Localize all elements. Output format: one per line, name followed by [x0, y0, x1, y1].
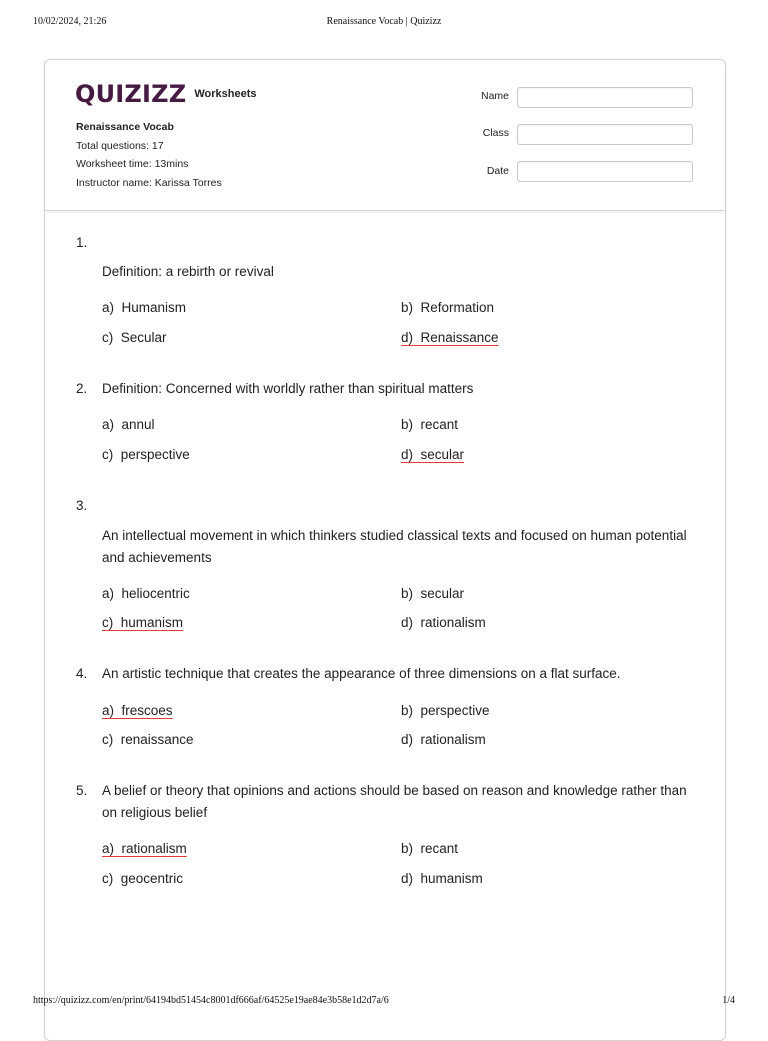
worksheet-meta — [76, 118, 222, 192]
option-d[interactable]: d) humanism — [401, 871, 483, 886]
brand-subtitle: Worksheets — [194, 88, 257, 100]
option-b[interactable]: b) Reformation — [401, 300, 495, 315]
worksheet-time: Worksheet time: 13mins — [76, 158, 189, 170]
date-label: Date — [486, 165, 509, 177]
option-a[interactable]: a) frescoes — [102, 703, 173, 718]
option-d[interactable]: d) Renaissance — [401, 330, 499, 345]
option-b[interactable]: b) recant — [401, 841, 459, 856]
option-a[interactable]: a) Humanism — [102, 300, 187, 315]
instructor-name: Instructor name: Karissa Torres — [76, 176, 222, 189]
option-a[interactable]: a) annul — [102, 417, 155, 432]
brand — [75, 80, 257, 108]
option-d[interactable]: d) rationalism — [401, 615, 486, 630]
option-c[interactable]: c) humanism — [102, 615, 184, 630]
option-d[interactable]: d) rationalism — [401, 732, 486, 747]
option-c[interactable]: c) geocentric — [102, 871, 184, 886]
print-datetime: 10/02/2024, 21:26 — [33, 16, 107, 27]
print-page-title: Renaissance Vocab | Quizizz — [326, 16, 442, 27]
question-number: 4. — [76, 666, 88, 681]
option-b[interactable]: b) recant — [401, 417, 459, 432]
option-c[interactable]: c) Secular — [102, 330, 167, 345]
option-a[interactable]: a) rationalism — [102, 841, 187, 856]
name-field[interactable] — [517, 87, 693, 108]
option-d[interactable]: d) secular — [401, 447, 465, 462]
quizizz-logo: QUIZIZZ — [75, 80, 187, 108]
date-field[interactable] — [517, 161, 693, 182]
question-text: Definition: Concerned with worldly rather than spiritual matters — [102, 381, 474, 396]
question-number: 1. — [76, 235, 88, 250]
question-text: An intellectual movement in which thinkers studied classical texts and focused on human potential and achievements — [102, 528, 687, 565]
name-label: Name — [480, 90, 509, 102]
question-number: 2. — [76, 381, 88, 396]
question-number: 5. — [76, 783, 88, 798]
class-label: Class — [482, 127, 509, 139]
option-b[interactable]: b) perspective — [401, 703, 490, 718]
worksheet-title: Renaissance Vocab — [76, 121, 174, 133]
class-field[interactable] — [517, 124, 693, 145]
print-page-number: 1/4 — [722, 995, 735, 1006]
question-text: An artistic technique that creates the appearance of three dimensions on a flat surface. — [102, 666, 621, 681]
print-url: https://quizizz.com/en/print/64194bd51454c8001df666af/64525e19ae84e3b58e1d2d7a/6 — [33, 995, 389, 1006]
option-c[interactable]: c) renaissance — [102, 732, 194, 747]
question-text: Definition: a rebirth or revival — [102, 264, 274, 279]
question-number: 3. — [76, 498, 88, 513]
option-b[interactable]: b) secular — [401, 586, 465, 601]
option-c[interactable]: c) perspective — [102, 447, 190, 462]
worksheet-header — [45, 60, 725, 211]
option-a[interactable]: a) heliocentric — [102, 586, 190, 601]
question-text: A belief or theory that opinions and actions should be based on reason and knowledge rather than on religious belief — [102, 783, 687, 820]
worksheet-card — [44, 59, 726, 1041]
total-questions: Total questions: 17 — [76, 139, 164, 152]
